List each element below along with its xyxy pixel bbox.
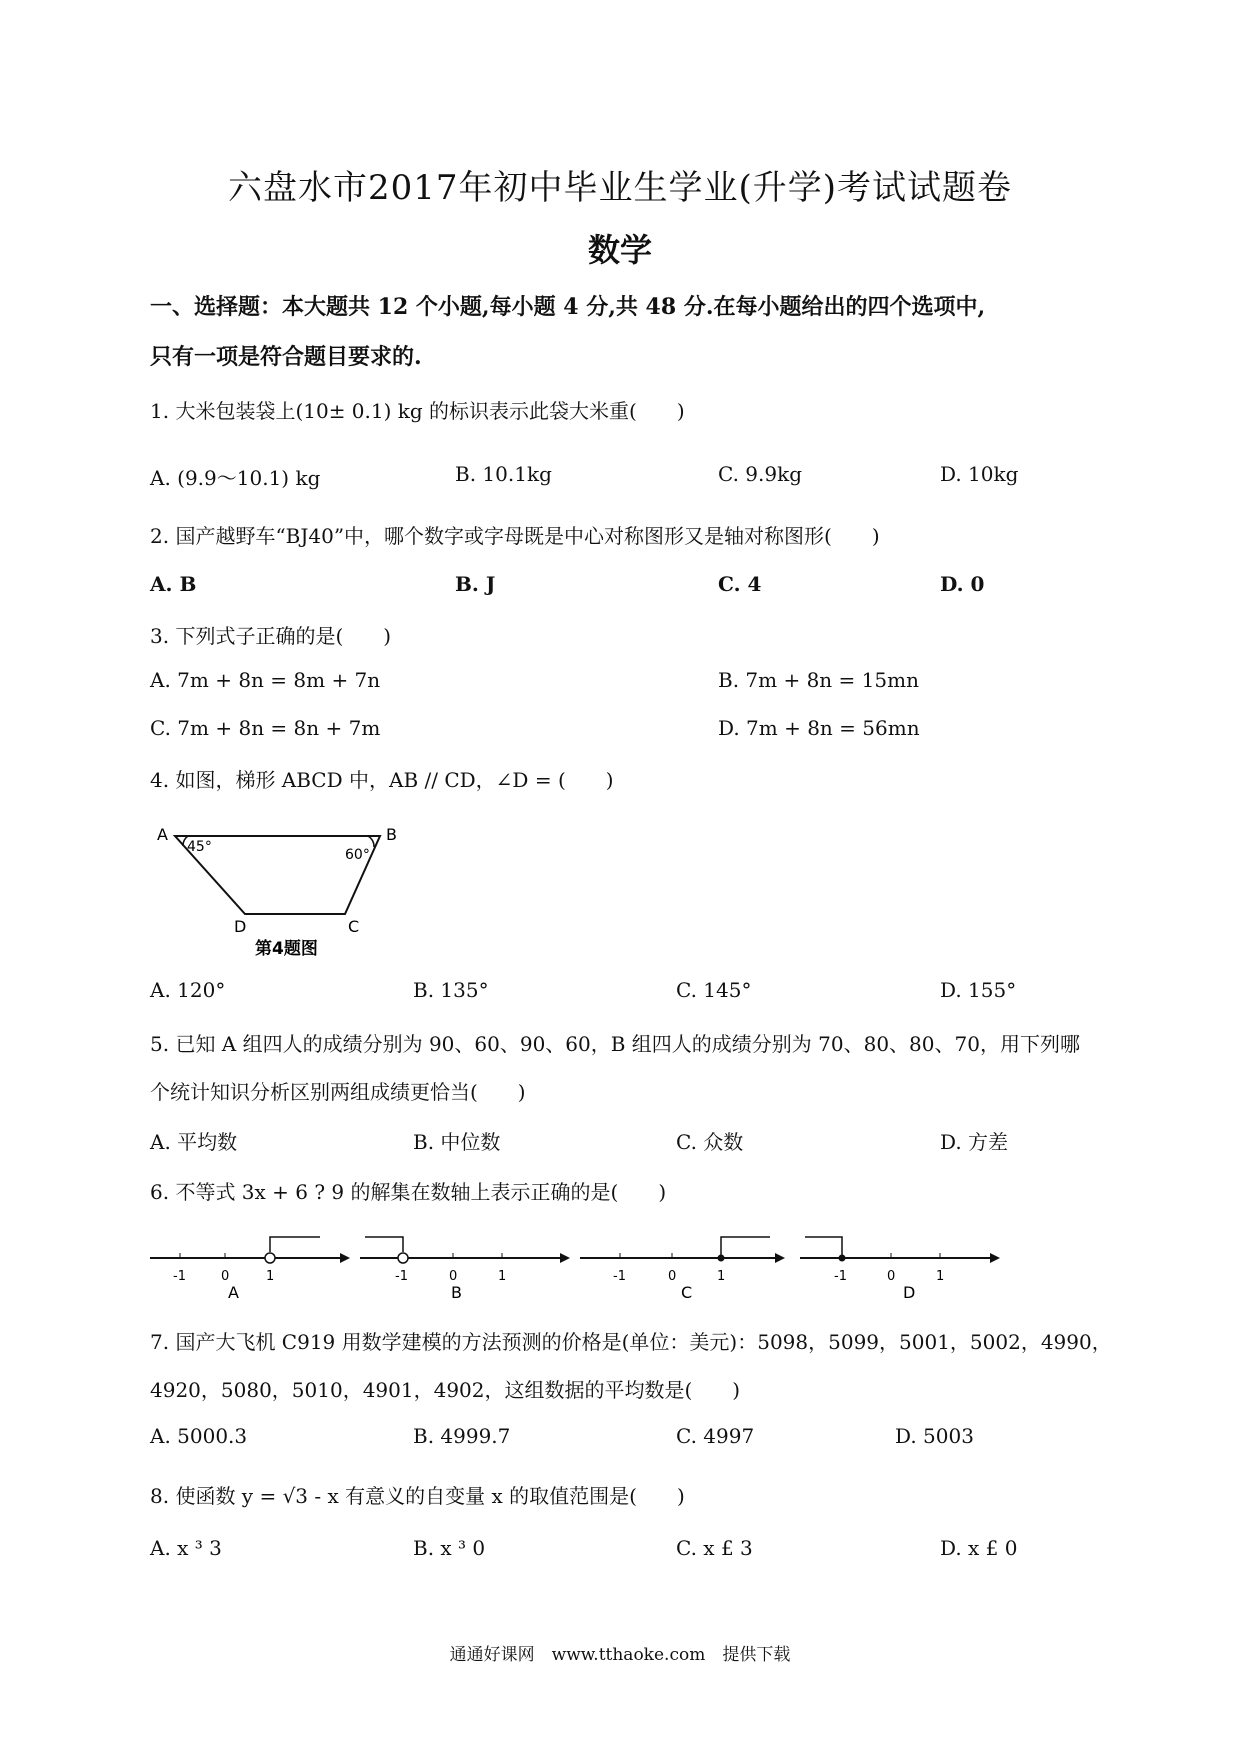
question-3-option-c: C. 7m + 8n = 8n + 7m [150, 716, 381, 740]
tick-c-neg1: -1 [613, 1269, 626, 1284]
question-8-option-b: B. x ³ 0 [413, 1536, 486, 1560]
question-2-option-a: A. B [150, 572, 197, 596]
number-line-c [580, 1237, 785, 1302]
footer-credit: 通通好课网 www.tthaoke.com 提供下载 [449, 1645, 791, 1665]
question-5-stem-line2: 个统计知识分析区别两组成绩更恰当( ) [150, 1080, 526, 1104]
tick-c-1: 1 [717, 1269, 726, 1284]
tick-a-0: 0 [221, 1269, 230, 1284]
question-3-option-b: B. 7m + 8n = 15mn [718, 668, 919, 692]
tick-b-neg1: -1 [395, 1269, 408, 1284]
question-8-stem: 8. 使函数 y = √3 - x 有意义的自变量 x 的取值范围是( ) [150, 1484, 685, 1508]
exam-title: 六盘水市2017年初中毕业生学业(升学)考试试题卷 [227, 168, 1013, 208]
vertex-label-d: D [234, 917, 247, 936]
question-3-option-a: A. 7m + 8n = 8m + 7n [150, 668, 381, 692]
question-7-stem-line2: 4920，5080，5010，4901，4902，这组数据的平均数是( ) [150, 1378, 741, 1402]
question-5-option-c: C. 众数 [676, 1130, 744, 1154]
tick-c-0: 0 [668, 1269, 677, 1284]
numberline-letter-a: A [228, 1283, 239, 1302]
tick-b-0: 0 [449, 1269, 458, 1284]
trapezoid-figure [150, 818, 410, 958]
question-4-option-c: C. 145° [676, 978, 752, 1002]
tick-d-0: 0 [887, 1269, 896, 1284]
question-2-option-b: B. J [455, 572, 496, 596]
question-1-option-c: C. 9.9kg [718, 462, 803, 486]
question-4-option-a: A. 120° [150, 978, 226, 1002]
question-5-option-d: D. 方差 [940, 1130, 1009, 1154]
question-7-option-c: C. 4997 [676, 1424, 755, 1448]
tick-d-neg1: -1 [834, 1269, 847, 1284]
number-line-b [360, 1237, 570, 1302]
question-5-option-b: B. 中位数 [413, 1130, 501, 1154]
question-7-option-b: B. 4999.7 [413, 1424, 511, 1448]
number-line-d [800, 1237, 1000, 1302]
question-6-stem: 6. 不等式 3x + 6 ? 9 的解集在数轴上表示正确的是( ) [150, 1180, 667, 1204]
angle-label-a: 45° [187, 839, 212, 855]
question-1-option-d: D. 10kg [940, 462, 1019, 486]
section-heading-line1: 一、选择题：本大题共 12 个小题,每小题 4 分,共 48 分.在每小题给出的四个选项中, [150, 294, 986, 320]
question-4-stem: 4. 如图，梯形 ABCD 中，AB // CD，∠D = ( ) [150, 768, 614, 792]
question-2-option-d: D. 0 [940, 572, 985, 596]
question-8-option-d: D. x £ 0 [940, 1536, 1018, 1560]
tick-d-1: 1 [936, 1269, 945, 1284]
vertex-label-b: B [386, 825, 397, 844]
tick-a-neg1: -1 [173, 1269, 186, 1284]
question-5-stem-line1: 5. 已知 A 组四人的成绩分别为 90、60、90、60，B 组四人的成绩分别为 70、80、80、70，用下列哪 [150, 1032, 1080, 1056]
question-4-option-b: B. 135° [413, 978, 489, 1002]
question-5-option-a: A. 平均数 [150, 1130, 238, 1154]
number-line-a [150, 1237, 350, 1302]
subject-heading: 数学 [587, 231, 652, 269]
question-7-stem-line1: 7. 国产大飞机 C919 用数学建模的方法预测的价格是(单位：美元)：5098，5099，5001，5002，4990， [150, 1330, 1112, 1354]
angle-label-b: 60° [345, 847, 370, 863]
question-2-stem: 2. 国产越野车“BJ40”中，哪个数字或字母既是中心对称图形又是轴对称图形( ) [150, 524, 880, 548]
question-7-option-a: A. 5000.3 [150, 1424, 248, 1448]
question-4-option-d: D. 155° [940, 978, 1017, 1002]
question-1-stem: 1. 大米包装袋上(10± 0.1) kg 的标识表示此袋大米重( ) [150, 399, 685, 423]
tick-a-1: 1 [266, 1269, 275, 1284]
vertex-label-a: A [157, 825, 168, 844]
question-8-option-a: A. x ³ 3 [150, 1536, 222, 1560]
question-3-stem: 3. 下列式子正确的是( ) [150, 624, 392, 648]
question-7-option-d: D. 5003 [895, 1424, 974, 1448]
question-1-option-a: A. (9.9～10.1) kg [150, 466, 321, 490]
numberline-letter-b: B [451, 1283, 462, 1302]
figure-caption: 第4题图 [255, 939, 318, 958]
question-2-option-c: C. 4 [718, 572, 762, 596]
vertex-label-c: C [348, 917, 360, 936]
question-1-option-b: B. 10.1kg [455, 462, 552, 486]
numberline-letter-c: C [681, 1283, 693, 1302]
numberline-letter-d: D [903, 1283, 916, 1302]
tick-b-1: 1 [498, 1269, 507, 1284]
section-heading-line2: 只有一项是符合题目要求的. [150, 344, 422, 370]
number-lines-figure [145, 1222, 1005, 1302]
question-8-option-c: C. x £ 3 [676, 1536, 753, 1560]
question-3-option-d: D. 7m + 8n = 56mn [718, 716, 920, 740]
